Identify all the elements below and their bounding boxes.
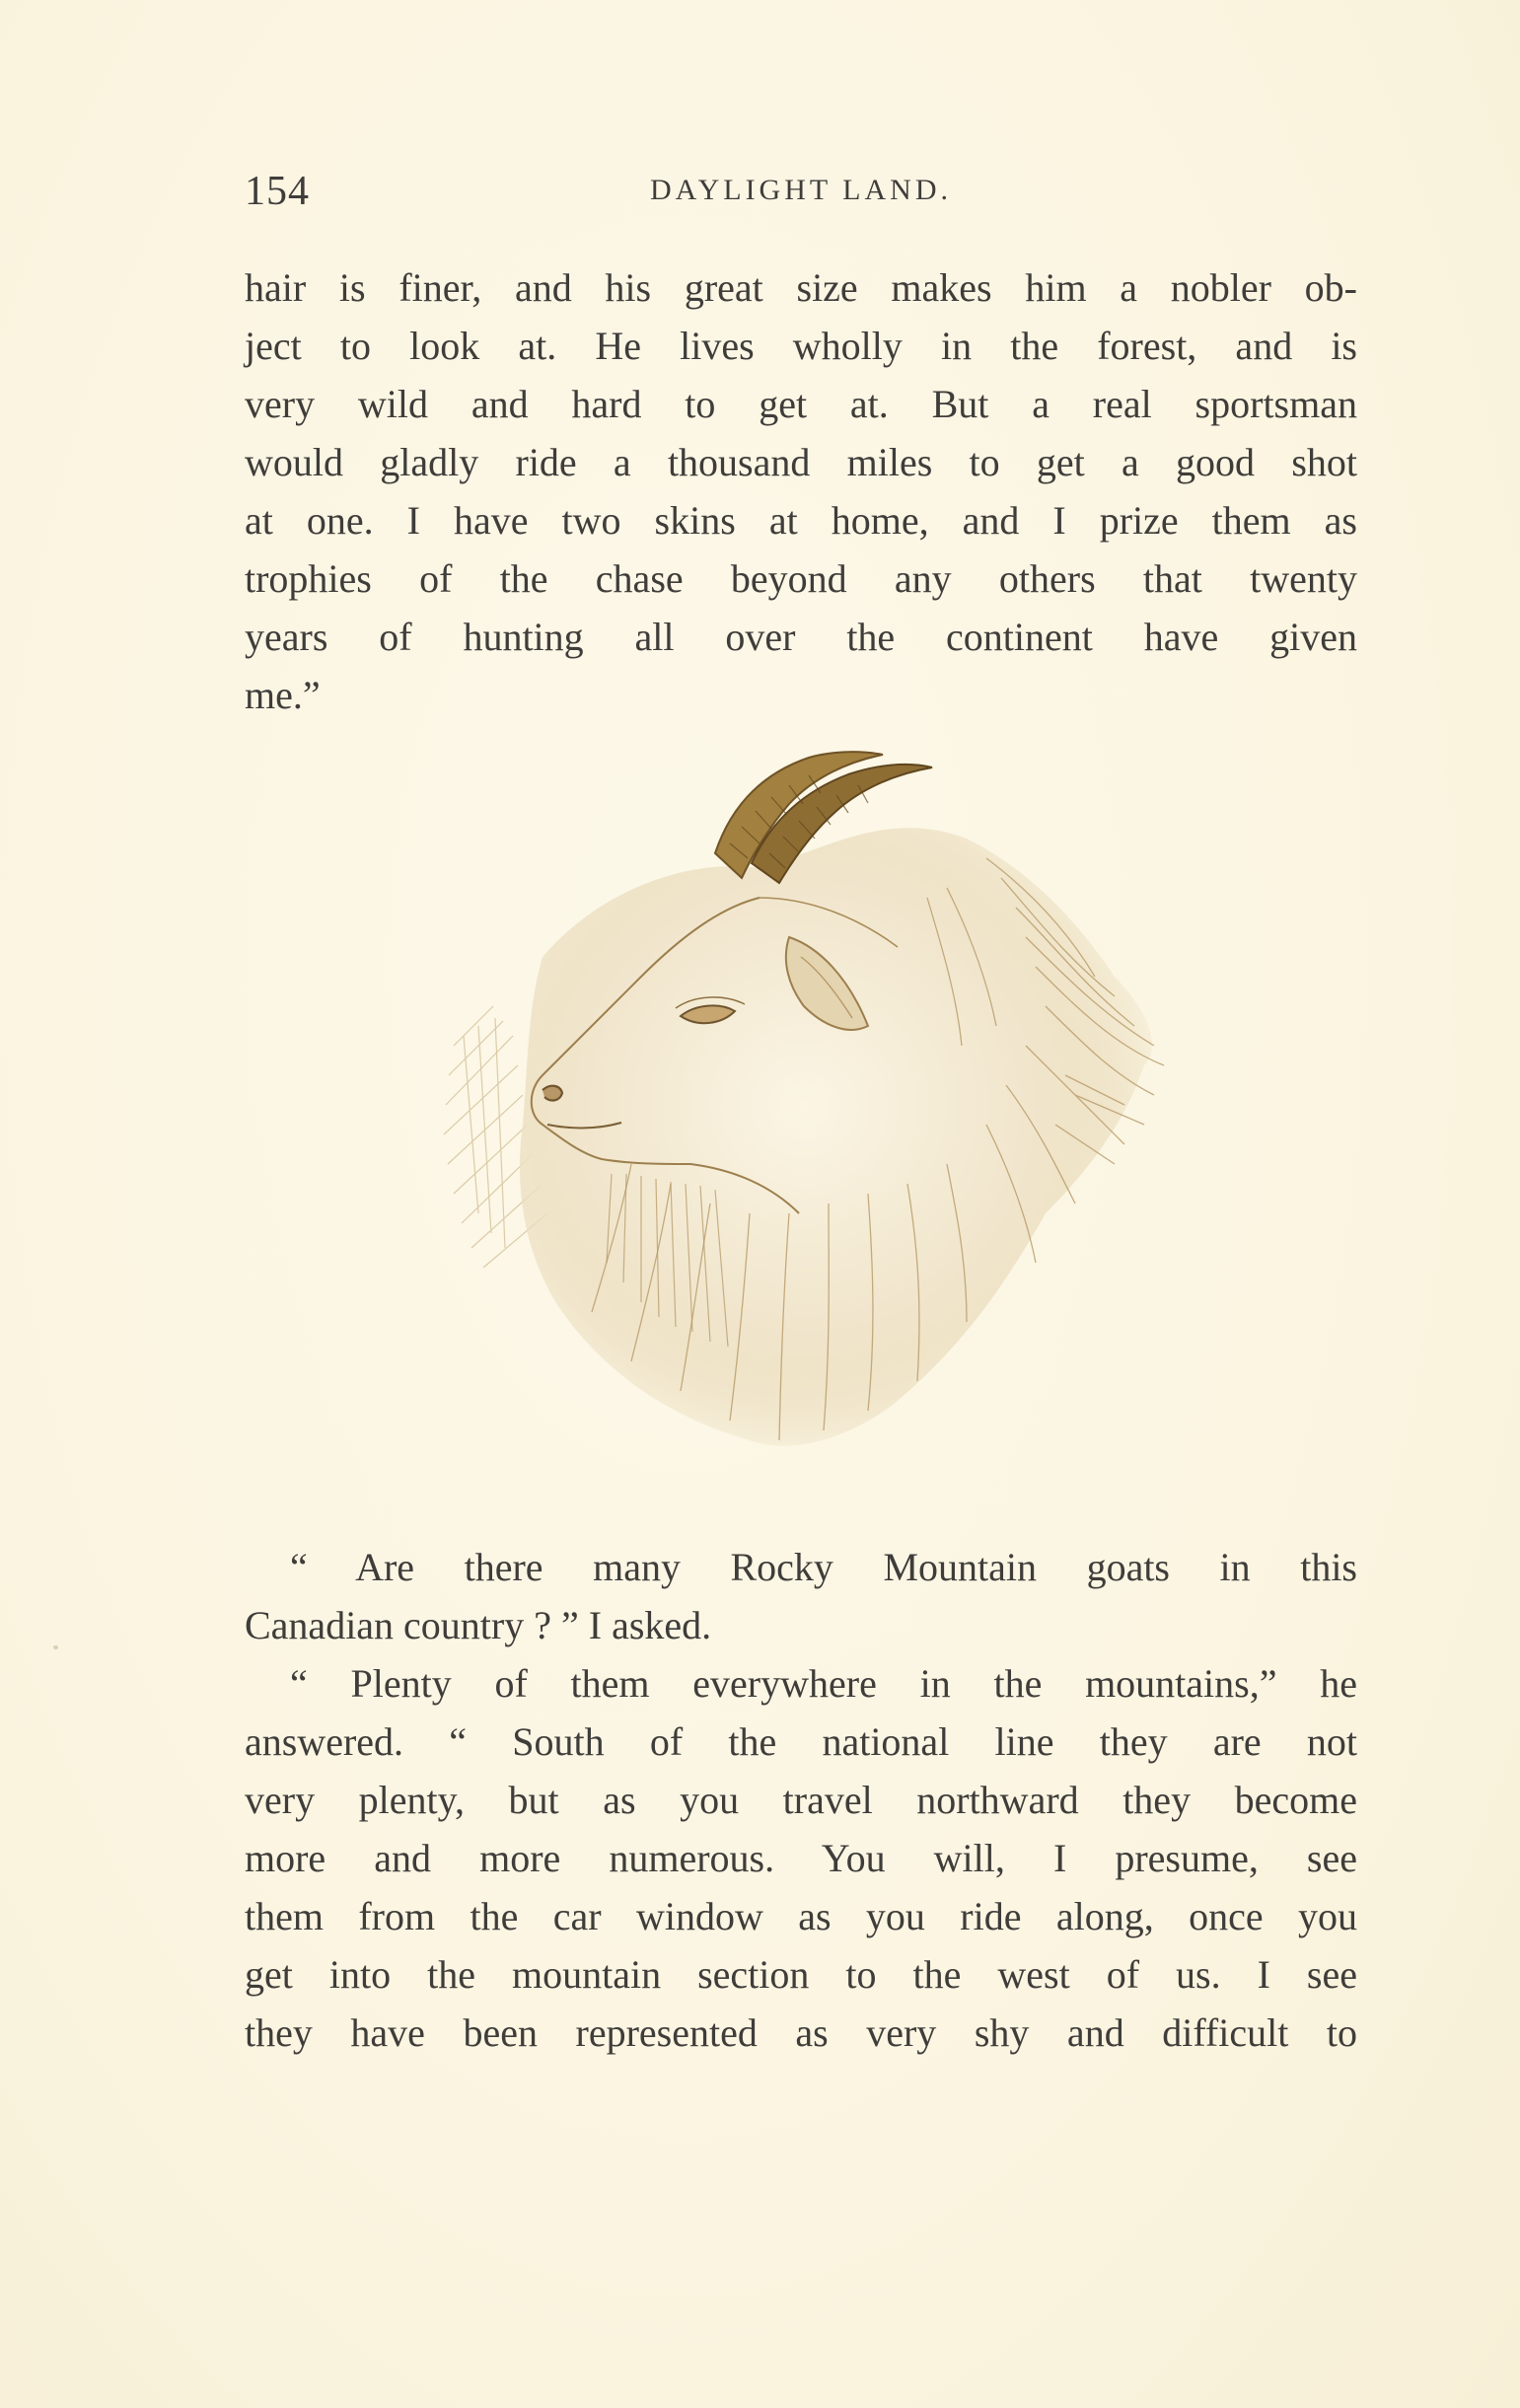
text-line: me.” [245,673,321,717]
text-line: years of hunting all over the continent have given [245,615,1357,659]
text-line: trophies of the chase beyond any others that twenty [245,556,1357,601]
paragraph [245,1654,1357,2062]
paragraph [245,1538,1357,1654]
text-line: ject to look at. He lives wholly in the forest, and is [245,324,1357,368]
nose [543,1086,562,1101]
fur-mass [520,828,1152,1445]
text-line: get into the mountain section to the west of us. I see [245,1952,1357,1997]
mountain-goat-illustration [434,750,1174,1460]
text-line: more and more numerous. You will, I presume, see [245,1836,1357,1880]
text-line: very wild and hard to get at. But a real sportsman [245,382,1357,426]
page-header [245,168,1357,227]
text-line: Canadian country ? ” I asked. [245,1603,712,1647]
paper-speck [53,1645,58,1649]
text-line: very plenty, but as you travel northward they become [245,1778,1357,1822]
text-line: at one. I have two skins at home, and I prize them as [245,498,1357,543]
page-number: 154 [245,169,310,214]
paragraph [245,258,1357,724]
text-line: they have been represented as very shy and difficult to [245,2010,1357,2055]
text-line: would gladly ride a thousand miles to get a good shot [245,440,1357,484]
text-line: hair is finer, and his great size makes him a nobler ob- [245,265,1357,310]
text-line: “ Plenty of them everywhere in the mountains,” he [290,1661,1357,1706]
running-head: DAYLIGHT LAND. [650,174,952,206]
text-line: “ Are there many Rocky Mountain goats in this [290,1545,1357,1589]
text-line: answered. “ South of the national line they are not [245,1719,1357,1764]
text-line: them from the car window as you ride along, once you [245,1894,1357,1938]
